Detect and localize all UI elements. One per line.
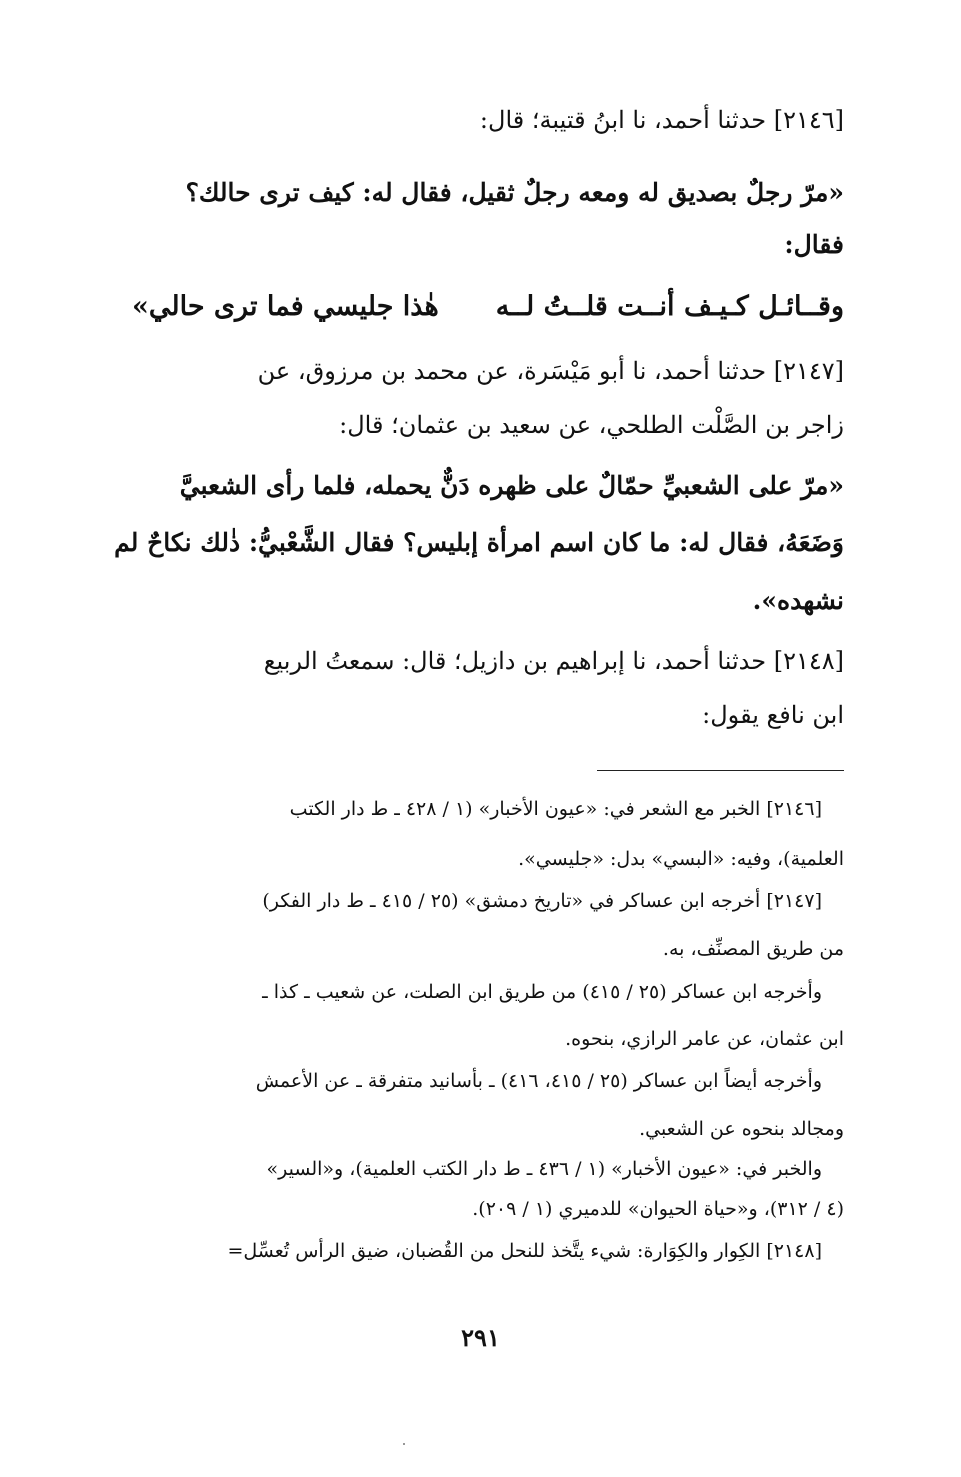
footnote-sources-line-2: (٤ / ٣١٢)، و«حياة الحيوان» للدميري (١ / ٢٠٩). — [472, 1198, 844, 1220]
entry-2146-quote: «مرّ رجلٌ بصديق له ومعه رجلٌ ثقيل، فقال له: كيف ترى حالك؟ — [185, 178, 844, 207]
entry-2147-line-1: [٢١٤٧] حدثنا أحمد، نا أبو مَيْسَرة، عن محمد بن مرزوق، عن — [257, 357, 844, 385]
verse-second-hemistich: هٰذا جليسي فما ترى حالي» — [132, 291, 439, 322]
entry-2147-line-2: زاجر بن الصَّلْت الطلحي، عن سعيد بن عثمان؛ قال: — [339, 411, 844, 439]
poetry-verse — [132, 293, 844, 320]
footnote-2147-more-line-1: وأخرجه أيضاً ابن عساكر (٢٥ / ٤١٥، ٤١٦) ـ بأسانيد متفرقة ـ عن الأعمش — [255, 1070, 822, 1092]
entry-2147-quote-line-2: وَضَعَهُ، فقال له: ما كان اسم امرأة إبليس؟ فقال الشَّعْبيُّ: ذٰلك نكاحٌ لم — [114, 528, 844, 557]
footnote-2148-line-1: [٢١٤٨] الكِوار والكِوَارة: شيء يتَّخذ للنحل من القُضبان، ضيق الرأس تُعسِّل= — [227, 1240, 822, 1262]
footnote-separator — [597, 770, 844, 771]
page-number: ٢٩١ — [461, 1323, 500, 1352]
footnote-2147-more-line-2: ومجالد بنحوه عن الشعبي. — [639, 1118, 844, 1140]
footnote-2146-line-1: [٢١٤٦] الخبر مع الشعر في: «عيون الأخبار» (١ / ٤٢٨ ـ ط دار الكتب — [289, 798, 822, 820]
verse-first-hemistich: وقــائـل كـيـف أنــت قلــتُ لــه — [495, 291, 844, 322]
footnote-2147-extra-line-2: ابن عثمان، عن عامر الرازي، بنحوه. — [565, 1028, 844, 1050]
footnote-2146-line-2: العلمية)، وفيه: «البسي» بدل: «جليسي». — [518, 848, 844, 870]
footnote-2147-line-1: [٢١٤٧] أخرجه ابن عساكر في «تاريخ دمشق» (٢٥ / ٤١٥ ـ ط دار الفكر) — [262, 890, 822, 912]
entry-2148-line-2: ابن نافع يقول: — [702, 701, 844, 729]
footnote-sources-line-1: والخبر في: «عيون الأخبار» (١ / ٤٣٦ ـ ط دار الكتب العلمية)، و«السير» — [266, 1158, 822, 1180]
scan-speck — [403, 1443, 405, 1445]
entry-2148-line-1: [٢١٤٨] حدثنا أحمد، نا إبراهيم بن دازيل؛ قال: سمعتُ الربيع — [263, 647, 844, 675]
entry-2146-intro: [٢١٤٦] حدثنا أحمد، نا ابنُ قتيبة؛ قال: — [479, 106, 844, 134]
entry-2146-faqala: فقال: — [784, 230, 844, 259]
entry-2147-quote-line-3: نشهده». — [752, 586, 844, 615]
footnote-2147-extra-line-1: وأخرجه ابن عساكر (٢٥ / ٤١٥) من طريق ابن الصلت، عن شعيب ـ كذا ـ — [262, 981, 822, 1003]
entry-2147-quote-line-1: «مرّ على الشعبيِّ حمّالٌ على ظهره دَنٌّ يحمله، فلما رأى الشعبيَّ — [179, 471, 844, 500]
footnote-2147-line-2: من طريق المصنِّف، به. — [662, 938, 844, 960]
